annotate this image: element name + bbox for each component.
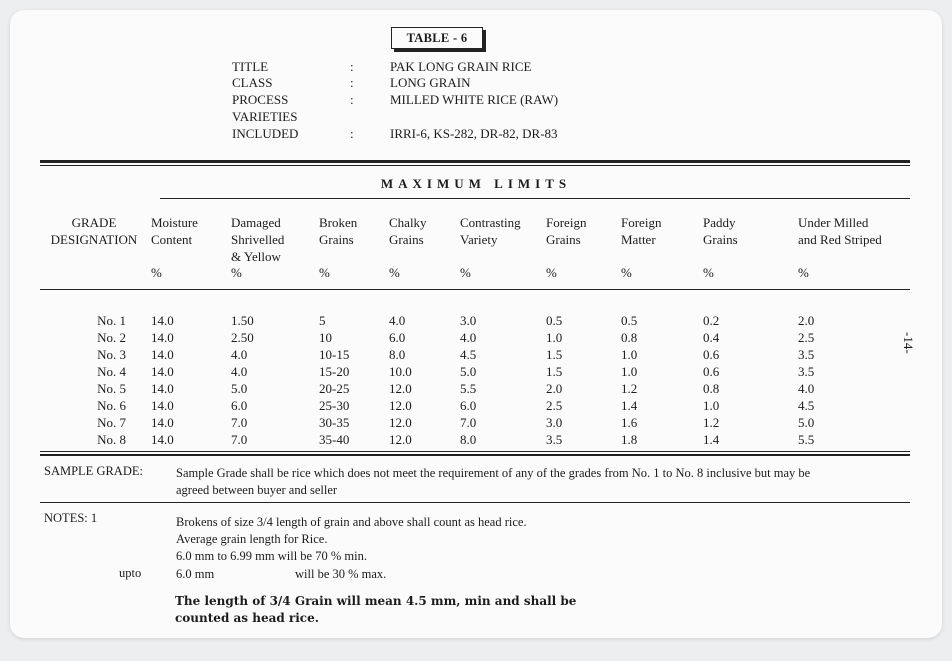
value-cell: 15-20 [319, 364, 350, 379]
value-cell: 0.5 [621, 313, 638, 328]
value-cell: 5 [319, 313, 326, 328]
divider-thin [40, 289, 910, 290]
value-cell: 1.0 [621, 364, 638, 379]
grade-cell: No. 4 [97, 364, 126, 379]
value-cell: 4.0 [231, 364, 248, 379]
value-cell: 2.50 [231, 330, 254, 345]
sample-grade-text: Sample Grade shall be rice which does not meet the requirement of any of the grades from No. 1 to No. 8 inclusive but may be [176, 466, 811, 480]
value-cell: 5.0 [798, 415, 815, 430]
header-line: DESIGNATION [50, 232, 138, 247]
header-paddy [703, 214, 738, 248]
value-cell: 7.0 [231, 415, 248, 430]
divider-thick [40, 454, 910, 456]
grade-cell: No. 5 [97, 381, 126, 396]
value-cell: 2.5 [798, 330, 815, 345]
value-cell: 1.2 [703, 415, 720, 430]
document-page [10, 10, 942, 638]
header-contrasting [460, 214, 521, 248]
header-foreign-matter [621, 214, 661, 248]
header-line: Chalky [389, 215, 427, 230]
note-line: 6.0 mm to 6.99 mm will be 70 % min. [176, 549, 367, 563]
value-cell: 10 [319, 330, 332, 345]
header-line: and Red Striped [798, 232, 882, 247]
unit-label: % [319, 265, 330, 280]
header-grade [42, 214, 146, 248]
divider-thin [40, 502, 910, 503]
value-cell: 0.6 [703, 347, 720, 362]
header-damaged [231, 214, 284, 265]
value-cell: 3.5 [546, 432, 563, 447]
header-foreign-grains [546, 214, 586, 248]
value-cell: 5.0 [460, 364, 477, 379]
value-cell: 14.0 [151, 347, 174, 362]
header-line: Under Milled [798, 215, 869, 230]
divider-thin [40, 451, 910, 452]
value-cell: 5.0 [231, 381, 248, 396]
value-cell: 4.0 [798, 381, 815, 396]
meta-colon: : [350, 126, 354, 141]
value-cell: 1.50 [231, 313, 254, 328]
section-title: MAXIMUM LIMITS [380, 176, 572, 191]
note-bold-line: counted as head rice. [175, 611, 319, 625]
header-broken [319, 214, 357, 248]
value-cell: 4.0 [389, 313, 406, 328]
value-cell: 6.0 [389, 330, 406, 345]
notes-label: NOTES: 1 [44, 511, 98, 525]
value-cell: 25-30 [319, 398, 350, 413]
header-line: Grains [546, 232, 581, 247]
value-cell: 1.6 [621, 415, 638, 430]
value-cell: 14.0 [151, 398, 174, 413]
value-cell: 0.6 [703, 364, 720, 379]
value-cell: 14.0 [151, 313, 174, 328]
meta-label: TITLE [232, 59, 269, 74]
value-cell: 14.0 [151, 330, 174, 345]
header-line: Grains [389, 232, 424, 247]
value-cell: 2.0 [546, 381, 563, 396]
value-cell: 1.4 [621, 398, 638, 413]
sample-grade-label: SAMPLE GRADE: [44, 464, 143, 478]
grade-cell: No. 3 [97, 347, 126, 362]
unit-label: % [703, 265, 714, 280]
value-cell: 1.4 [703, 432, 720, 447]
note-line: Brokens of size 3/4 length of grain and above shall count as head rice. [176, 515, 527, 529]
value-cell: 1.2 [621, 381, 638, 396]
value-cell: 35-40 [319, 432, 350, 447]
divider-thin [160, 198, 910, 199]
header-line: Paddy [703, 215, 736, 230]
header-line: Shrivelled [231, 232, 285, 247]
note-line: 6.0 mm [176, 567, 215, 581]
header-line: & Yellow [231, 249, 281, 264]
unit-label: % [798, 265, 809, 280]
sample-grade-text: agreed between buyer and seller [176, 483, 338, 497]
meta-colon: : [350, 75, 354, 90]
value-cell: 1.5 [546, 347, 563, 362]
grade-cell: No. 2 [97, 330, 126, 345]
value-cell: 2.5 [546, 398, 563, 413]
grade-cell: No. 1 [97, 313, 126, 328]
value-cell: 10.0 [389, 364, 412, 379]
value-cell: 10-15 [319, 347, 350, 362]
unit-label: % [621, 265, 632, 280]
value-cell: 5.5 [460, 381, 477, 396]
value-cell: 0.8 [703, 381, 720, 396]
value-cell: 1.0 [703, 398, 720, 413]
value-cell: 14.0 [151, 415, 174, 430]
unit-label: % [546, 265, 557, 280]
value-cell: 12.0 [389, 398, 412, 413]
unit-label: % [460, 265, 471, 280]
value-cell: 1.5 [546, 364, 563, 379]
meta-value: PAK LONG GRAIN RICE [390, 59, 532, 74]
value-cell: 0.2 [703, 313, 720, 328]
value-cell: 6.0 [460, 398, 477, 413]
grade-cell: No. 7 [97, 415, 126, 430]
table-label: TABLE - 6 [391, 27, 483, 49]
meta-value: MILLED WHITE RICE (RAW) [390, 92, 559, 107]
note-upto: upto [119, 566, 142, 580]
grade-cell: No. 8 [97, 432, 126, 447]
value-cell: 14.0 [151, 364, 174, 379]
value-cell: 0.5 [546, 313, 563, 328]
note-line: Average grain length for Rice. [176, 532, 328, 546]
value-cell: 1.8 [621, 432, 638, 447]
header-line: Foreign [546, 215, 587, 230]
header-line: Damaged [231, 215, 281, 230]
value-cell: 4.0 [460, 330, 477, 345]
value-cell: 3.5 [798, 347, 815, 362]
value-cell: 20-25 [319, 381, 350, 396]
value-cell: 2.0 [798, 313, 815, 328]
header-moisture [151, 214, 198, 248]
divider-thin [40, 165, 910, 166]
header-line: Foreign [621, 215, 662, 230]
grade-cell: No. 6 [97, 398, 126, 413]
header-chalky [389, 214, 427, 248]
value-cell: 14.0 [151, 381, 174, 396]
value-cell: 4.0 [231, 347, 248, 362]
unit-label: % [151, 265, 162, 280]
value-cell: 0.8 [621, 330, 638, 345]
header-line: Moisture [151, 215, 198, 230]
value-cell: 1.0 [621, 347, 638, 362]
value-cell: 3.0 [460, 313, 477, 328]
header-line: Grains [319, 232, 354, 247]
page-number: -14- [901, 332, 916, 354]
divider-thick [40, 160, 910, 163]
meta-label: VARIETIES [232, 109, 298, 124]
note-bold-line: The length of 3/4 Grain will mean 4.5 mm, min and shall be [175, 594, 577, 608]
header-line: Grains [703, 232, 738, 247]
value-cell: 7.0 [231, 432, 248, 447]
value-cell: 4.5 [460, 347, 477, 362]
value-cell: 30-35 [319, 415, 350, 430]
value-cell: 3.0 [546, 415, 563, 430]
header-under-milled [798, 214, 882, 248]
meta-colon: : [350, 59, 354, 74]
meta-value: LONG GRAIN [390, 75, 471, 90]
header-line: Broken [319, 215, 358, 230]
value-cell: 12.0 [389, 432, 412, 447]
value-cell: 8.0 [389, 347, 406, 362]
value-cell: 12.0 [389, 415, 412, 430]
value-cell: 6.0 [231, 398, 248, 413]
header-line: Variety [460, 232, 498, 247]
value-cell: 14.0 [151, 432, 174, 447]
header-line: Content [151, 232, 193, 247]
note-line: will be 30 % max. [295, 567, 387, 581]
value-cell: 12.0 [389, 381, 412, 396]
header-line: GRADE [71, 215, 117, 230]
meta-label: CLASS [232, 75, 273, 90]
header-line: Contrasting [460, 215, 521, 230]
value-cell: 4.5 [798, 398, 815, 413]
unit-label: % [231, 265, 242, 280]
unit-label: % [389, 265, 400, 280]
value-cell: 1.0 [546, 330, 563, 345]
value-cell: 3.5 [798, 364, 815, 379]
header-line: Matter [621, 232, 656, 247]
value-cell: 0.4 [703, 330, 720, 345]
meta-colon: : [350, 92, 354, 107]
value-cell: 7.0 [460, 415, 477, 430]
meta-label: PROCESS [232, 92, 289, 107]
meta-value: IRRI-6, KS-282, DR-82, DR-83 [390, 126, 558, 141]
meta-label: INCLUDED [232, 126, 299, 141]
value-cell: 5.5 [798, 432, 815, 447]
value-cell: 8.0 [460, 432, 477, 447]
